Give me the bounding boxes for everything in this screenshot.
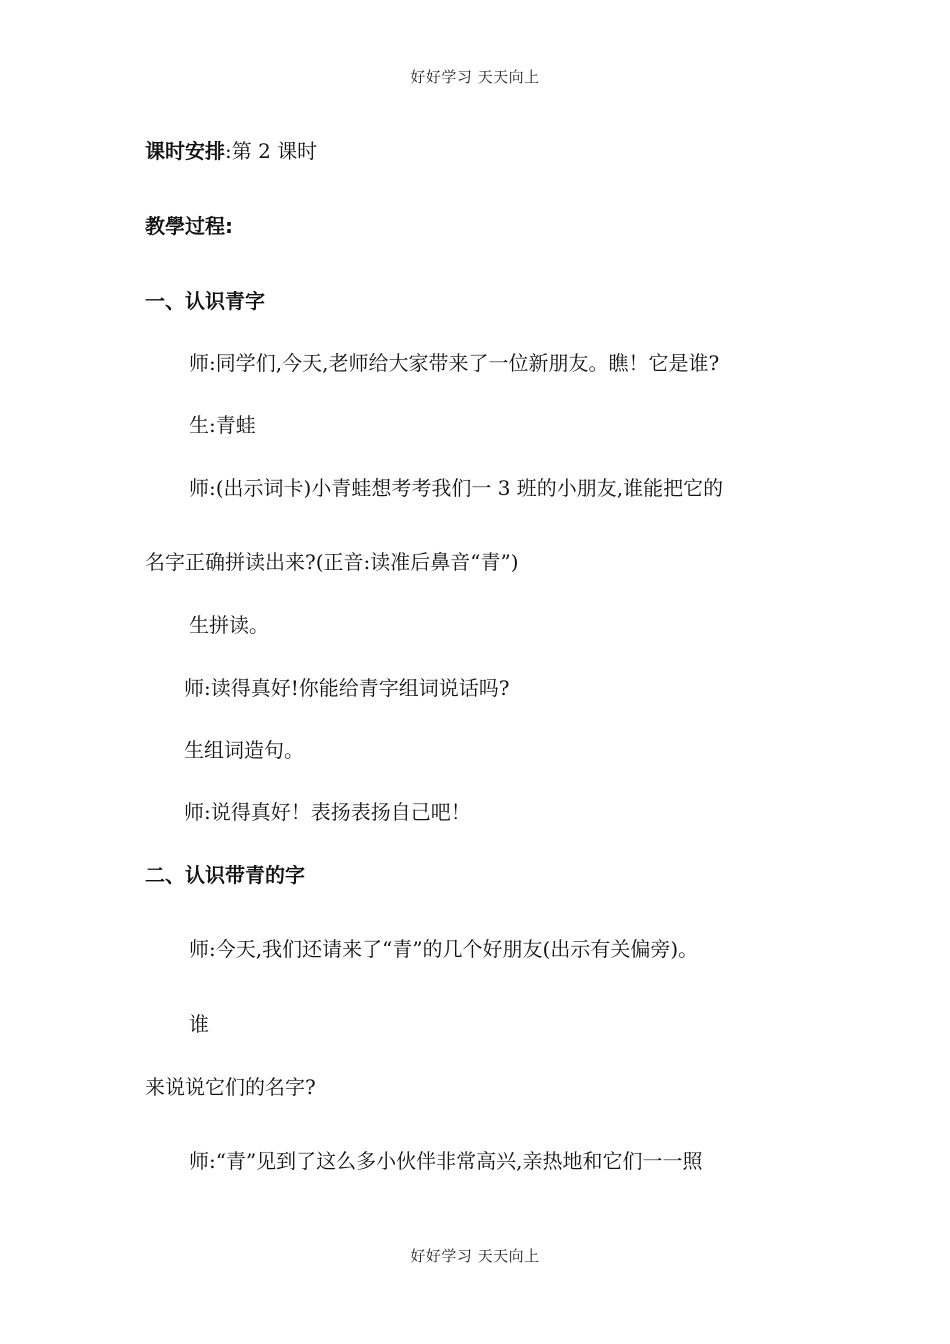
paragraph-line: 谁 <box>189 1012 209 1036</box>
page-header: 好好学习 天天向上 <box>410 68 540 86</box>
section-2-heading: 二、认识带青的字 <box>145 863 305 887</box>
page-footer: 好好学习 天天向上 <box>410 1247 540 1265</box>
paragraph-line: 名字正确拼读出来?(正音:读准后鼻音“青”) <box>145 550 519 574</box>
paragraph-line: 师:同学们,今天,老师给大家带来了一位新朋友。瞧！它是谁? <box>189 351 720 375</box>
paragraph-line: 生拼读。 <box>189 613 269 637</box>
lesson-schedule-label: 课时安排 <box>145 139 225 163</box>
section-1-heading: 一、认识青字 <box>145 289 265 313</box>
lesson-schedule-value: :第 2 课时 <box>225 139 318 163</box>
paragraph-line: 师:读得真好!你能给青字组词说话吗? <box>184 676 510 700</box>
paragraph-line: 师:“青”见到了这么多小伙伴非常高兴,亲热地和它们一一照 <box>189 1149 703 1173</box>
paragraph-line: 来说说它们的名字? <box>145 1075 316 1099</box>
paragraph-line: 师:今天,我们还请来了“青”的几个好朋友(出示有关偏旁)。 <box>189 937 699 961</box>
paragraph-line: 生:青蛙 <box>189 413 256 437</box>
paragraph-line: 师:(出示词卡)小青蛙想考考我们一 3 班的小朋友,谁能把它的 <box>189 476 724 500</box>
paragraph-line: 师:说得真好！表扬表扬自己吧！ <box>184 800 471 824</box>
process-heading: 教學过程: <box>145 214 233 238</box>
lesson-schedule <box>145 138 317 164</box>
paragraph-line: 生组词造句。 <box>184 738 304 762</box>
